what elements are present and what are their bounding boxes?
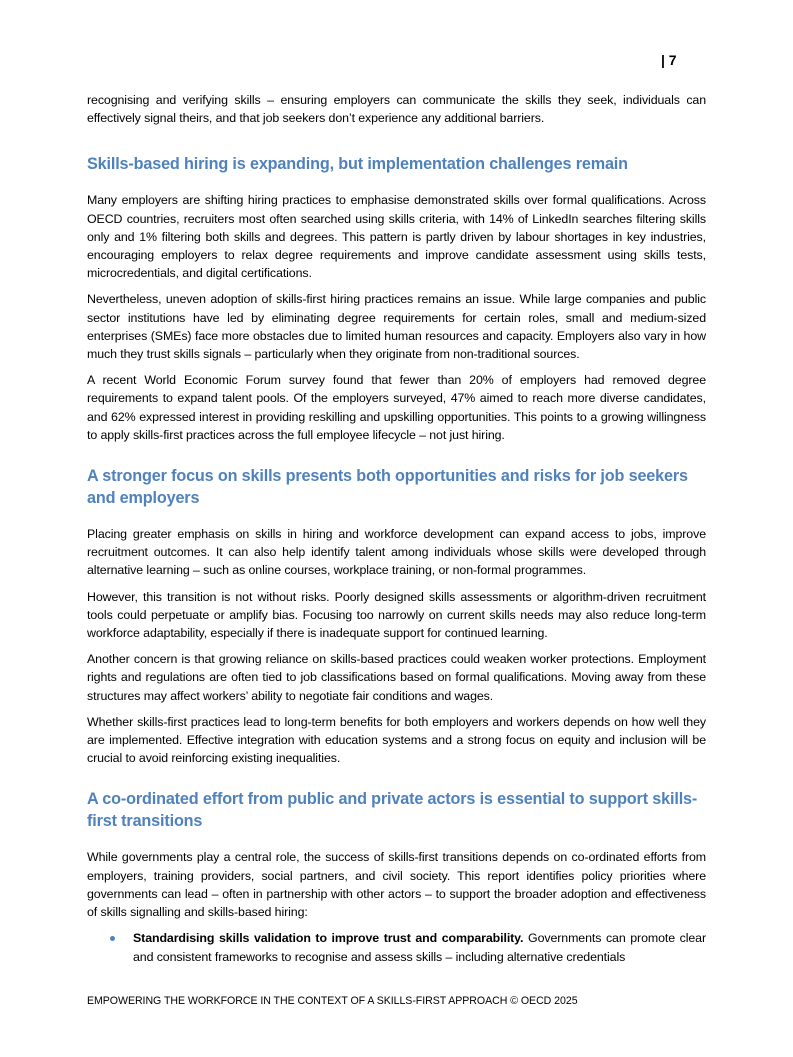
paragraph: Placing greater emphasis on skills in hiring and workforce development can expand access to jobs, improve recruitment outcomes. It can also help identify talent among individuals whose skills were developed through alternative learning – such as online courses, workplace training, or non-formal programmes.	[87, 527, 706, 578]
page-footer: EMPOWERING THE WORKFORCE IN THE CONTEXT OF A SKILLS-FIRST APPROACH © OECD 2025	[87, 995, 578, 1007]
paragraph: While governments play a central role, the success of skills-first transitions depends on co-ordinated efforts from employers, training providers, social partners, and civil society. This report identifies policy priorities where governments can lead – often in partnership with other actors – to support the broader adoption and effectiveness of skills signalling and skills-based hiring:	[87, 850, 706, 920]
paragraph: Many employers are shifting hiring practices to emphasise demonstrated skills over formal qualifications. Across OECD countries, recruiters most often searched using skills criteria, with 14% of LinkedIn searches filtering skills only and 1% filtering both skills and degrees. This pattern is partly driven by labour shortages in key industries, encouraging employers to relax degree requirements and improve candidate assessment using skills tests, microcredentials, and digital certifications.	[87, 193, 706, 281]
page-content	[87, 91, 706, 966]
bullet-icon	[110, 936, 115, 941]
section-heading: A stronger focus on skills presents both opportunities and risks for job seekers and employers	[87, 467, 688, 508]
paragraph: Whether skills-first practices lead to long-term benefits for both employers and workers depends on how well they are implemented. Effective integration with education systems and a strong focus on equity and inclusion will be crucial to avoid reinforcing existing inequalities.	[87, 714, 706, 766]
section-heading: A co-ordinated effort from public and private actors is essential to support skills-first transitions	[87, 790, 698, 831]
list-item	[87, 929, 706, 965]
policy-priorities-list	[87, 929, 706, 965]
paragraph: Nevertheless, uneven adoption of skills-first hiring practices remains an issue. While large companies and public sector institutions have led by eliminating degree requirements for certain roles, small and medium-sized enterprises (SMEs) face more obstacles due to limited human resources and capacity. Employers also vary in how much they trust skills signals – particularly when they originate from non-traditional sources.	[87, 292, 706, 362]
section-heading: Skills-based hiring is expanding, but implementation challenges remain	[87, 155, 628, 174]
paragraph: However, this transition is not without risks. Poorly designed skills assessments or algorithm-driven recruitment tools could perpetuate or amplify bias. Focusing too narrowly on current skills needs may also reduce long-term workforce adaptability, especially if there is inadequate support for continued learning.	[87, 589, 706, 641]
paragraph: A recent World Economic Forum survey found that fewer than 20% of employers had removed degree requirements to expand talent pools. Of the employers surveyed, 47% aimed to reach more diverse candidates, and 62% expressed interest in providing reskilling and upskilling opportunities. This points to a growing willingness to apply skills-first practices across the full employee lifecycle – not just hiring.	[87, 373, 706, 442]
page-number: | 7	[661, 52, 677, 68]
paragraph: Another concern is that growing reliance on skills-based practices could weaken worker protections. Employment rights and regulations are often tied to job classifications based on formal qualifications. Moving away from these structures may affect workers’ ability to negotiate fair conditions and wages.	[87, 652, 706, 703]
section-coordinated-effort	[87, 788, 706, 965]
list-item-text: Governments can promote clear and consistent frameworks to recognise and assess skills – including alternative credentials	[133, 931, 706, 964]
intro-paragraph: recognising and verifying skills – ensuring employers can communicate the skills they seek, individuals can effectively signal theirs, and that job seekers don’t experience any additional barriers.	[87, 93, 706, 126]
section-opportunities-and-risks	[87, 465, 706, 767]
list-item-title: Standardising skills validation to improve trust and comparability.	[133, 931, 524, 946]
section-skills-based-hiring	[87, 153, 706, 444]
